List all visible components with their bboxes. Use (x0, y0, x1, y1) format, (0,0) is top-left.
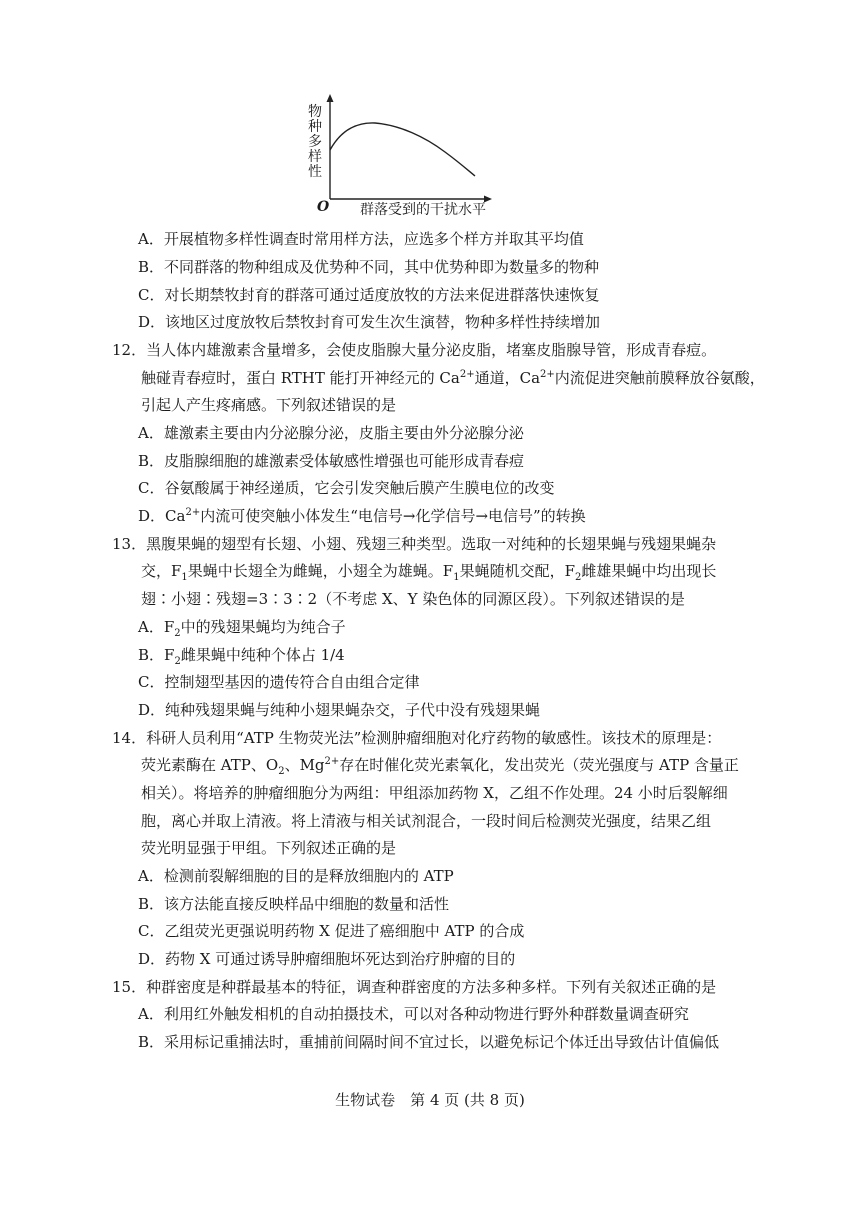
y-axis-arrow (327, 94, 334, 102)
q12-option-c: C．谷氨酸属于神经递质，它会引发突触后膜产生膜电位的改变 (138, 479, 555, 497)
q13-option-d: D．纯种残翅果蝇与纯种小翅果蝇杂交，子代中没有残翅果蝇 (138, 701, 541, 719)
q12-option-b: B．皮脂腺细胞的雄激素受体敏感性增强也可能形成青春痘 (138, 452, 525, 470)
page-footer: 生物试卷 第 4 页 (共 8 页) (335, 1091, 525, 1109)
q14-option-d: D．药物 X 可通过诱导肿瘤细胞坏死达到治疗肿瘤的目的 (138, 950, 516, 968)
q14-stem-line-1: 14．科研人员利用“ATP 生物荧光法”检测肿瘤细胞对化疗药物的敏感性。该技术的原理是： (112, 729, 722, 747)
x-axis-label: 群落受到的干扰水平 (360, 202, 486, 218)
q14-option-c: C．乙组荧光更强说明药物 X 促进了癌细胞中 ATP 的合成 (138, 922, 525, 940)
q13-option-b: B．$F_2$雌果蝇中纯种个体占 1/4 (138, 646, 345, 667)
q12-option-d: D．$Ca^{2+}$内流可使突触小体发生“电信号→化学信号→电信号”的转换 (138, 507, 586, 525)
diversity-curve (330, 123, 475, 176)
q11-option-c: C．对长期禁牧封育的群落可通过适度放牧的方法来促进群落快速恢复 (138, 286, 600, 304)
q12-stem-line-1: 12．当人体内雄激素含量增多，会使皮脂腺大量分泌皮脂，堵塞皮脂腺导管，形成青春痘。 (112, 341, 717, 359)
q14-stem-line-3: 相关）。将培养的肿瘤细胞分为两组：甲组添加药物 X，乙组不作处理。24 小时后裂解细 (141, 784, 728, 802)
q15-option-a: A．利用红外触发相机的自动拍摄技术，可以对各种动物进行野外种群数量调查研究 (138, 1005, 689, 1023)
q15-stem-line-1: 15．种群密度是种群最基本的特征，调查种群密度的方法多种多样。下列有关叙述正确的是 (112, 978, 717, 996)
q12-option-a: A．雄激素主要由内分泌腺分泌，皮脂主要由外分泌腺分泌 (138, 424, 524, 442)
q11-option-d: D．该地区过度放牧后禁牧封育可发生次生演替，物种多样性持续增加 (138, 313, 601, 331)
origin-label: O (317, 199, 330, 215)
q14-stem-line-2: 荧光素酶在 ATP、$O_2$、$Mg^{2+}$存在时催化荧光素氧化，发出荧光（荧光强度与 ATP 含量正 (141, 756, 739, 777)
y-axis-label: 物种多样性 (308, 104, 322, 180)
q12-stem-line-3: 引起人产生疼痛感。下列叙述错误的是 (141, 396, 397, 414)
q14-option-b: B．该方法能直接反映样品中细胞的数量和活性 (138, 895, 450, 913)
q14-stem-line-5: 荧光明显强于甲组。下列叙述正确的是 (141, 839, 397, 857)
q14-option-a: A．检测前裂解细胞的目的是释放细胞内的 ATP (138, 867, 454, 885)
q13-stem-line-2: 交，$F_1$果蝇中长翅全为雌蝇，小翅全为雄蝇。$F_1$果蝇随机交配，$F_2$雌雄果蝇中均出现长 (141, 562, 717, 583)
q13-stem-line-1: 13．黑腹果蝇的翅型有长翅、小翅、残翅三种类型。选取一对纯种的长翅果蝇与残翅果蝇杂 (112, 535, 717, 553)
q11-option-a: A．开展植物多样性调查时常用样方法，应选多个样方并取其平均值 (138, 230, 584, 248)
q15-option-b: B．采用标记重捕法时，重捕前间隔时间不宜过长，以避免标记个体迁出导致估计值偏低 (138, 1033, 720, 1051)
q13-stem-line-3: 翅∶小翅∶残翅=3∶3∶2（不考虑 X、Y 染色体的同源区段）。下列叙述错误的是 (141, 590, 685, 608)
q11-option-b: B．不同群落的物种组成及优势种不同，其中优势种即为数量多的物种 (138, 258, 600, 276)
q12-stem-line-2: 触碰青春痘时，蛋白 RTHT 能打开神经元的 $Ca^{2+}$通道，$Ca^{2+}$内流促进突触前膜释放谷氨酸， (141, 369, 765, 387)
q13-option-c: C．控制翅型基因的遗传符合自由组合定律 (138, 673, 420, 691)
q14-stem-line-4: 胞，离心并取上清液。将上清液与相关试剂混合，一段时间后检测荧光强度，结果乙组 (141, 812, 712, 830)
q13-option-a: A．$F_2$中的残翅果蝇均为纯合子 (138, 618, 346, 639)
